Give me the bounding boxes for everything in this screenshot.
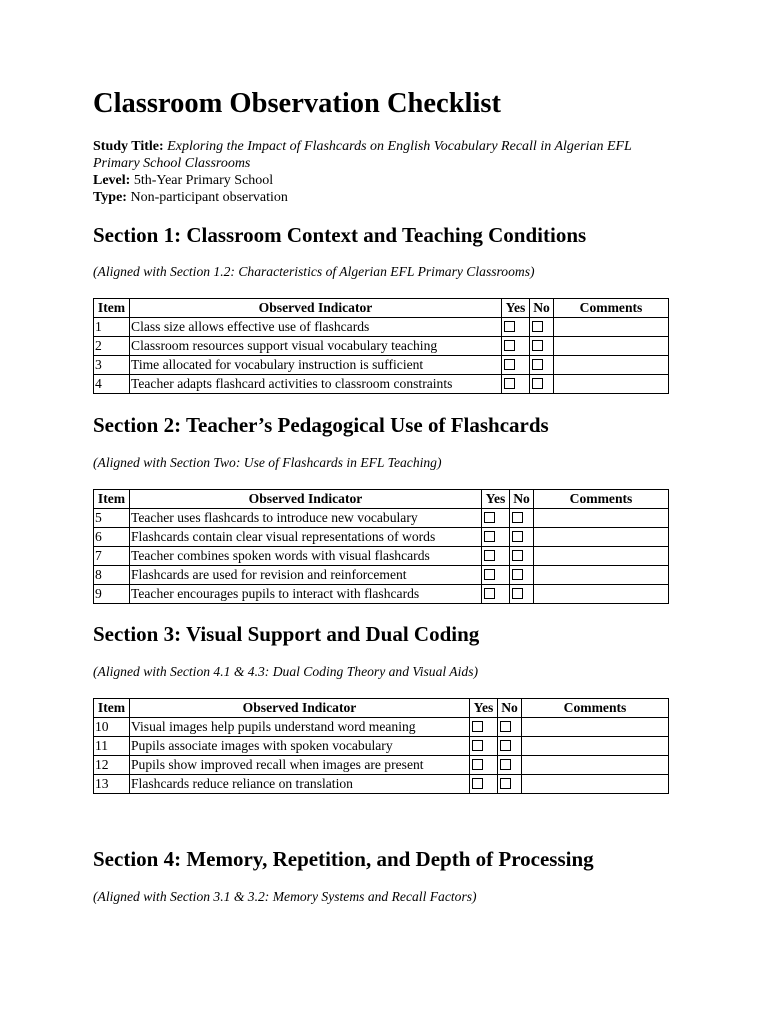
yes-checkbox-icon[interactable] bbox=[504, 321, 515, 332]
item-column-header: Item bbox=[94, 699, 130, 718]
type-label: Type: bbox=[93, 190, 127, 205]
indicator-cell: Teacher uses flashcards to introduce new vocabulary bbox=[130, 509, 482, 528]
section-1-alignment-note: (Aligned with Section 1.2: Characteristics of Algerian EFL Primary Classrooms) bbox=[93, 264, 535, 279]
study-meta bbox=[93, 138, 673, 206]
yes-column-header: Yes bbox=[482, 490, 510, 509]
table-header-row bbox=[94, 490, 669, 509]
yes-cell bbox=[502, 356, 530, 375]
comments-cell[interactable] bbox=[522, 775, 669, 794]
no-column-header: No bbox=[510, 490, 534, 509]
yes-checkbox-icon[interactable] bbox=[504, 359, 515, 370]
comments-cell[interactable] bbox=[534, 528, 669, 547]
yes-cell bbox=[470, 718, 498, 737]
item-number-cell: 1 bbox=[94, 318, 130, 337]
table-row bbox=[94, 375, 669, 394]
no-checkbox-icon[interactable] bbox=[532, 321, 543, 332]
yes-cell bbox=[470, 775, 498, 794]
no-checkbox-icon[interactable] bbox=[532, 359, 543, 370]
comments-cell[interactable] bbox=[554, 318, 669, 337]
no-checkbox-icon[interactable] bbox=[500, 740, 511, 751]
no-cell bbox=[498, 775, 522, 794]
item-number-cell: 7 bbox=[94, 547, 130, 566]
type-value: Non-participant observation bbox=[130, 190, 288, 205]
table-row bbox=[94, 509, 669, 528]
yes-cell bbox=[502, 337, 530, 356]
no-checkbox-icon[interactable] bbox=[500, 759, 511, 770]
yes-column-header: Yes bbox=[502, 299, 530, 318]
no-cell bbox=[530, 356, 554, 375]
table-row bbox=[94, 528, 669, 547]
no-cell bbox=[498, 718, 522, 737]
yes-checkbox-icon[interactable] bbox=[504, 378, 515, 389]
comments-column-header: Comments bbox=[554, 299, 669, 318]
table-row bbox=[94, 756, 669, 775]
item-number-cell: 6 bbox=[94, 528, 130, 547]
table-row bbox=[94, 737, 669, 756]
no-cell bbox=[510, 585, 534, 604]
study-title-value: Exploring the Impact of Flashcards on English Vocabulary Recall in Algerian EFL Primary School Classrooms bbox=[93, 139, 632, 171]
yes-cell bbox=[470, 737, 498, 756]
indicator-cell: Teacher combines spoken words with visual flashcards bbox=[130, 547, 482, 566]
level-line bbox=[93, 172, 673, 189]
yes-checkbox-icon[interactable] bbox=[484, 550, 495, 561]
item-number-cell: 13 bbox=[94, 775, 130, 794]
item-number-cell: 10 bbox=[94, 718, 130, 737]
page-title: Classroom Observation Checklist bbox=[93, 88, 501, 119]
yes-checkbox-icon[interactable] bbox=[472, 721, 483, 732]
indicator-cell: Teacher encourages pupils to interact with flashcards bbox=[130, 585, 482, 604]
no-column-header: No bbox=[530, 299, 554, 318]
no-cell bbox=[498, 737, 522, 756]
yes-checkbox-icon[interactable] bbox=[484, 531, 495, 542]
item-number-cell: 9 bbox=[94, 585, 130, 604]
yes-checkbox-icon[interactable] bbox=[472, 740, 483, 751]
section-4-alignment-note: (Aligned with Section 3.1 & 3.2: Memory Systems and Recall Factors) bbox=[93, 889, 477, 904]
yes-cell bbox=[482, 509, 510, 528]
section-2-heading: Section 2: Teacher’s Pedagogical Use of Flashcards bbox=[93, 413, 549, 437]
no-cell bbox=[510, 509, 534, 528]
no-cell bbox=[498, 756, 522, 775]
no-checkbox-icon[interactable] bbox=[512, 550, 523, 561]
table-row bbox=[94, 585, 669, 604]
comments-cell[interactable] bbox=[554, 375, 669, 394]
table-row bbox=[94, 566, 669, 585]
item-number-cell: 3 bbox=[94, 356, 130, 375]
yes-cell bbox=[482, 585, 510, 604]
comments-cell[interactable] bbox=[522, 756, 669, 775]
indicator-cell: Pupils associate images with spoken vocabulary bbox=[130, 737, 470, 756]
no-cell bbox=[530, 375, 554, 394]
table-row bbox=[94, 356, 669, 375]
indicator-cell: Classroom resources support visual vocabulary teaching bbox=[130, 337, 502, 356]
comments-cell[interactable] bbox=[522, 737, 669, 756]
comments-column-header: Comments bbox=[522, 699, 669, 718]
no-cell bbox=[510, 566, 534, 585]
no-checkbox-icon[interactable] bbox=[500, 721, 511, 732]
section-2-alignment-note: (Aligned with Section Two: Use of Flashcards in EFL Teaching) bbox=[93, 455, 442, 470]
no-checkbox-icon[interactable] bbox=[512, 512, 523, 523]
no-checkbox-icon[interactable] bbox=[512, 588, 523, 599]
yes-cell bbox=[470, 756, 498, 775]
comments-cell[interactable] bbox=[534, 566, 669, 585]
no-column-header: No bbox=[498, 699, 522, 718]
item-number-cell: 12 bbox=[94, 756, 130, 775]
section-4-heading: Section 4: Memory, Repetition, and Depth of Processing bbox=[93, 847, 594, 871]
item-number-cell: 8 bbox=[94, 566, 130, 585]
table-header-row bbox=[94, 299, 669, 318]
study-title-label: Study Title: bbox=[93, 139, 164, 154]
comments-cell[interactable] bbox=[554, 337, 669, 356]
table-row bbox=[94, 547, 669, 566]
yes-checkbox-icon[interactable] bbox=[504, 340, 515, 351]
no-checkbox-icon[interactable] bbox=[532, 340, 543, 351]
no-checkbox-icon[interactable] bbox=[512, 569, 523, 580]
comments-cell[interactable] bbox=[534, 585, 669, 604]
no-checkbox-icon[interactable] bbox=[532, 378, 543, 389]
indicator-cell: Class size allows effective use of flashcards bbox=[130, 318, 502, 337]
item-number-cell: 4 bbox=[94, 375, 130, 394]
yes-checkbox-icon[interactable] bbox=[484, 512, 495, 523]
yes-checkbox-icon[interactable] bbox=[484, 588, 495, 599]
section-2-table bbox=[93, 489, 669, 604]
section-1-table bbox=[93, 298, 669, 394]
no-checkbox-icon[interactable] bbox=[512, 531, 523, 542]
item-column-header: Item bbox=[94, 490, 130, 509]
comments-cell[interactable] bbox=[534, 509, 669, 528]
indicator-cell: Flashcards are used for revision and reinforcement bbox=[130, 566, 482, 585]
indicator-column-header: Observed Indicator bbox=[130, 699, 470, 718]
yes-cell bbox=[482, 547, 510, 566]
section-1-heading: Section 1: Classroom Context and Teaching Conditions bbox=[93, 223, 587, 247]
level-label: Level: bbox=[93, 173, 131, 188]
indicator-cell: Flashcards reduce reliance on translation bbox=[130, 775, 470, 794]
item-number-cell: 11 bbox=[94, 737, 130, 756]
no-cell bbox=[510, 528, 534, 547]
indicator-cell: Visual images help pupils understand word meaning bbox=[130, 718, 470, 737]
section-3-table bbox=[93, 698, 669, 794]
table-row bbox=[94, 718, 669, 737]
yes-cell bbox=[502, 375, 530, 394]
yes-cell bbox=[482, 566, 510, 585]
table-row bbox=[94, 318, 669, 337]
indicator-cell: Teacher adapts flashcard activities to classroom constraints bbox=[130, 375, 502, 394]
no-checkbox-icon[interactable] bbox=[500, 778, 511, 789]
table-row bbox=[94, 337, 669, 356]
indicator-cell: Time allocated for vocabulary instruction is sufficient bbox=[130, 356, 502, 375]
item-number-cell: 5 bbox=[94, 509, 130, 528]
section-3-alignment-note: (Aligned with Section 4.1 & 4.3: Dual Coding Theory and Visual Aids) bbox=[93, 664, 479, 679]
section-3-heading: Section 3: Visual Support and Dual Coding bbox=[93, 622, 480, 646]
yes-checkbox-icon[interactable] bbox=[472, 759, 483, 770]
comments-cell[interactable] bbox=[522, 718, 669, 737]
yes-checkbox-icon[interactable] bbox=[484, 569, 495, 580]
no-cell bbox=[530, 337, 554, 356]
no-cell bbox=[510, 547, 534, 566]
no-cell bbox=[530, 318, 554, 337]
type-line bbox=[93, 189, 673, 206]
yes-cell bbox=[502, 318, 530, 337]
yes-column-header: Yes bbox=[470, 699, 498, 718]
study-title-line bbox=[93, 138, 673, 172]
table-row bbox=[94, 775, 669, 794]
yes-cell bbox=[482, 528, 510, 547]
indicator-cell: Flashcards contain clear visual representations of words bbox=[130, 528, 482, 547]
comments-cell[interactable] bbox=[554, 356, 669, 375]
comments-cell[interactable] bbox=[534, 547, 669, 566]
yes-checkbox-icon[interactable] bbox=[472, 778, 483, 789]
item-column-header: Item bbox=[94, 299, 130, 318]
comments-column-header: Comments bbox=[534, 490, 669, 509]
indicator-column-header: Observed Indicator bbox=[130, 490, 482, 509]
level-value: 5th-Year Primary School bbox=[133, 173, 274, 188]
item-number-cell: 2 bbox=[94, 337, 130, 356]
indicator-column-header: Observed Indicator bbox=[130, 299, 502, 318]
indicator-cell: Pupils show improved recall when images are present bbox=[130, 756, 470, 775]
table-header-row bbox=[94, 699, 669, 718]
